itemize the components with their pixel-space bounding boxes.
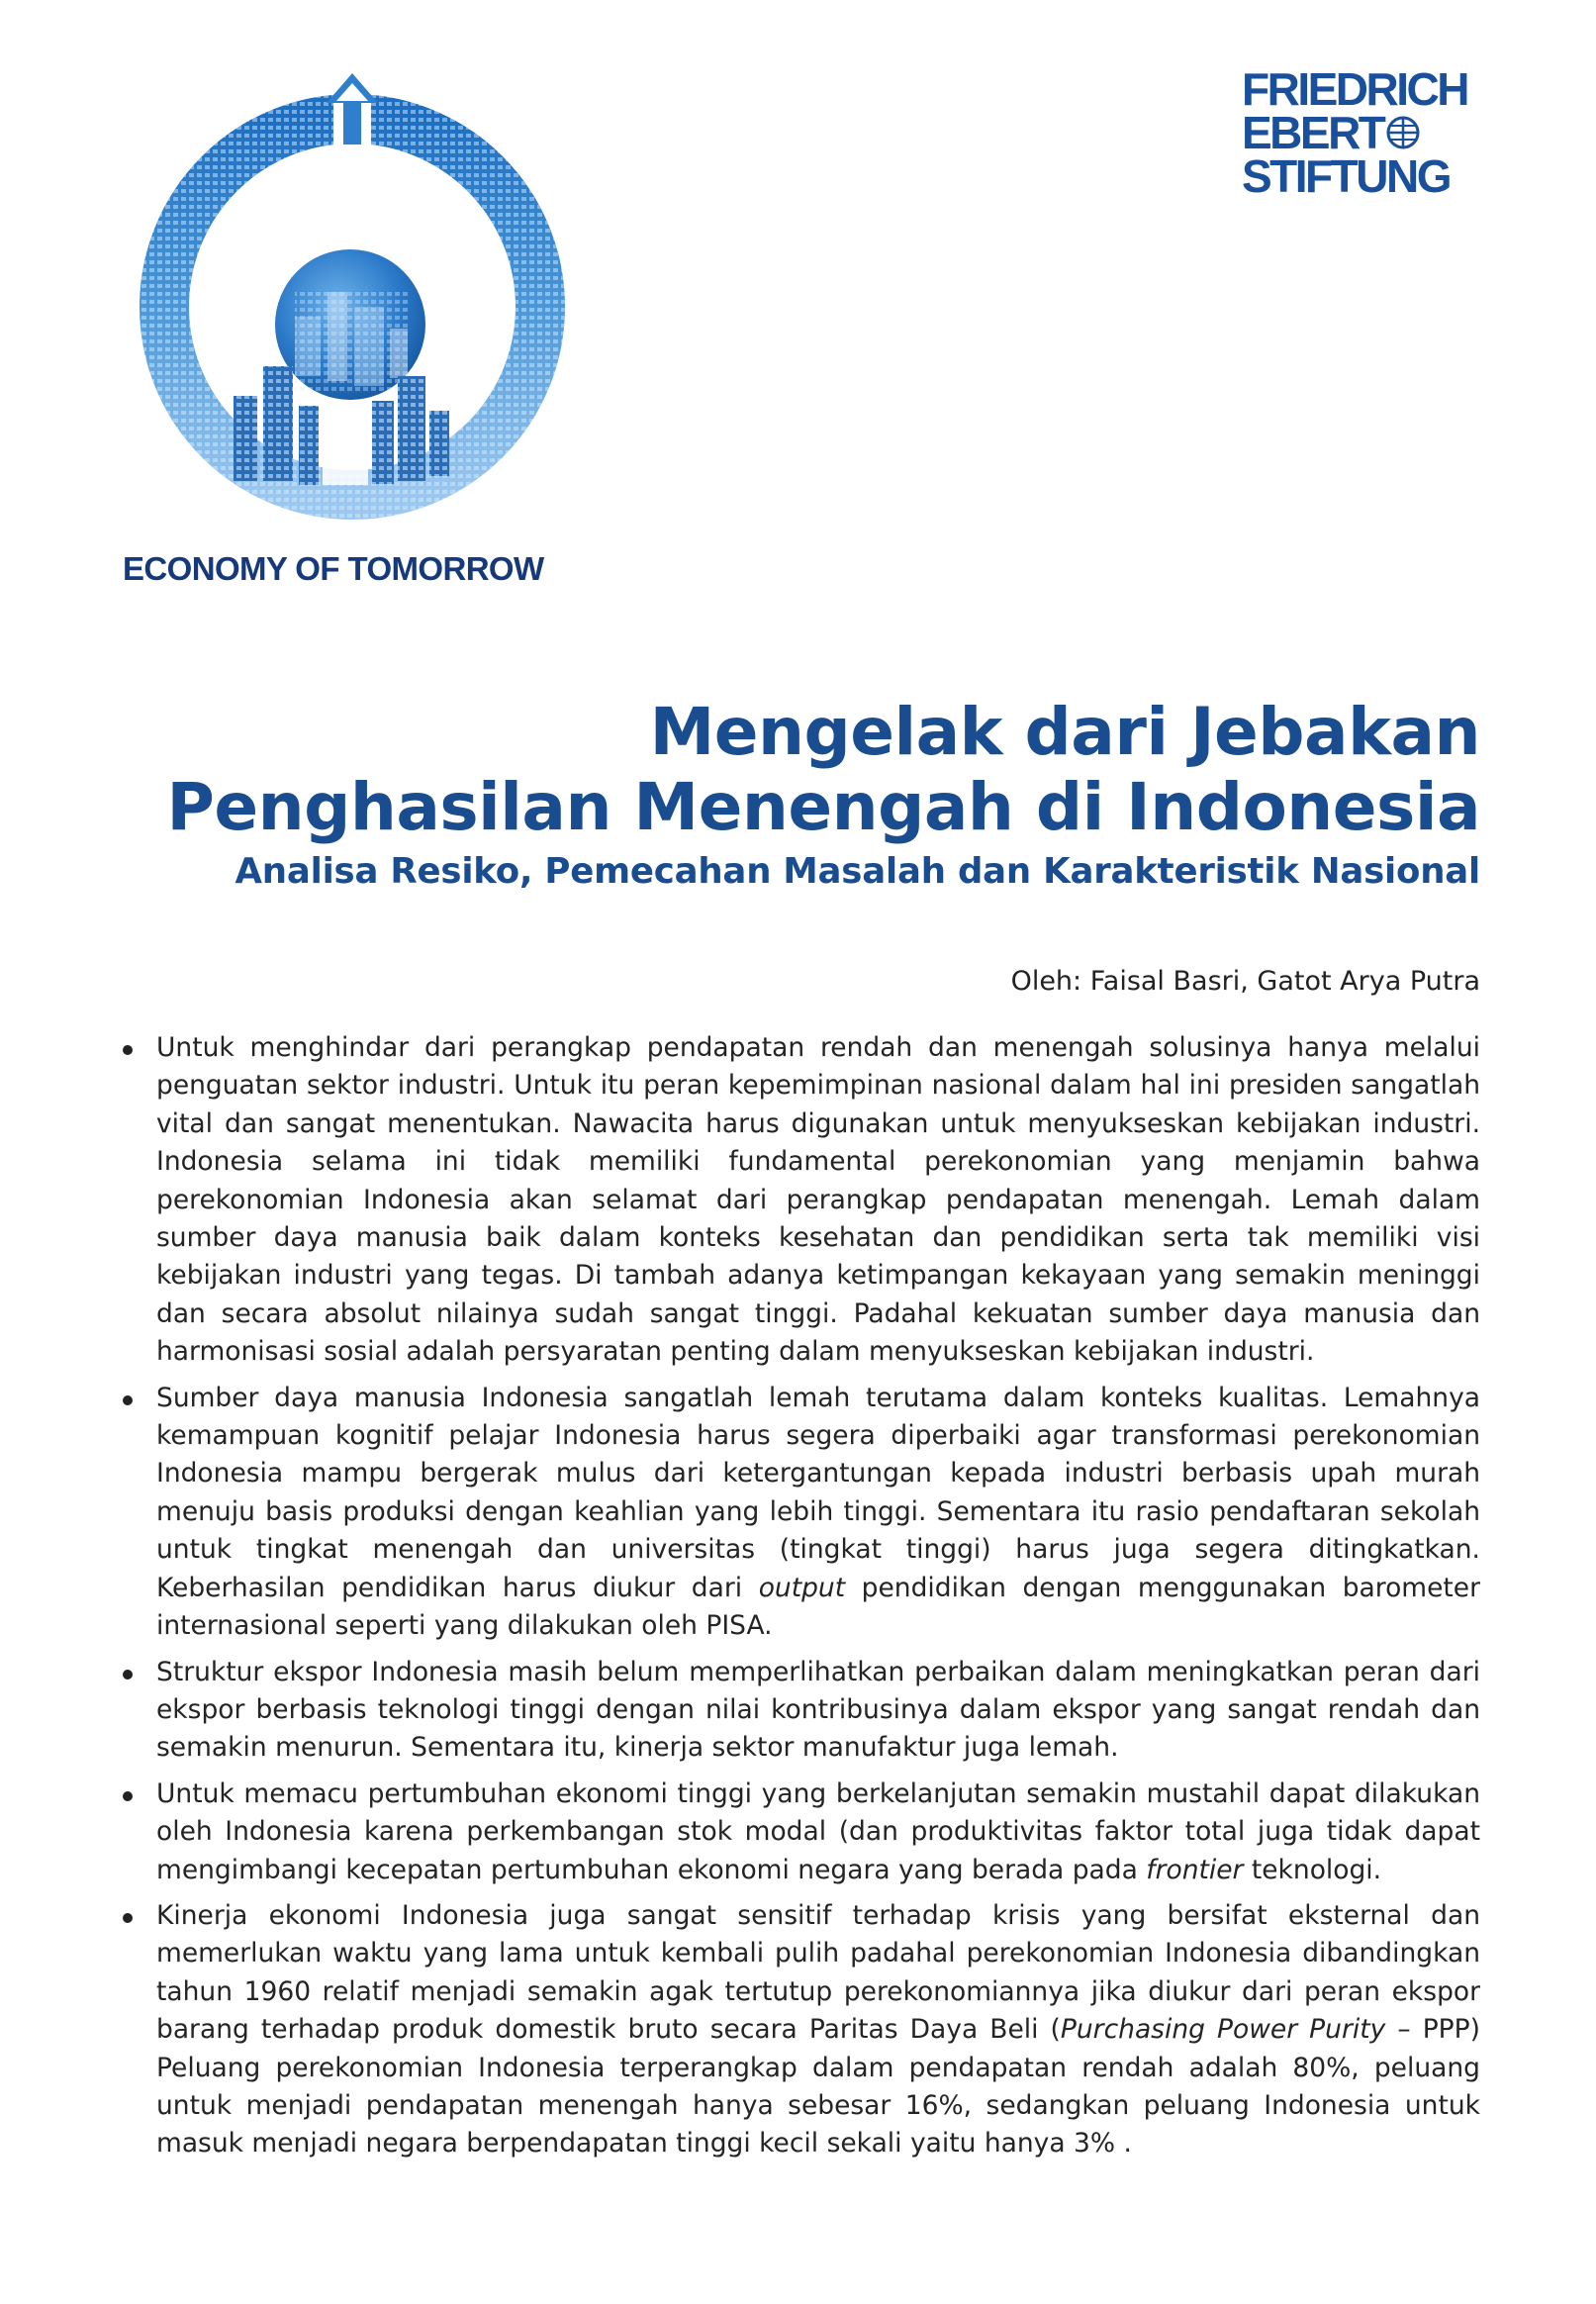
list-item — [117, 1029, 1480, 1372]
page-title-line2: Penghasilan Menengah di Indonesia — [166, 769, 1480, 845]
byline: Oleh: Faisal Basri, Gatot Arya Putra — [1010, 966, 1480, 997]
list-item — [117, 1897, 1480, 2163]
bullet-icon — [123, 1045, 133, 1055]
title-block — [95, 695, 1480, 899]
publisher-logo — [1242, 63, 1489, 202]
bullet-icon — [123, 1791, 133, 1801]
page-subtitle: Analisa Resiko, Pemecahan Masalah dan Karakteristik Nasional — [235, 851, 1480, 892]
list-item-text: Untuk memacu pertumbuhan ekonomi tinggi yang berkelanjutan semakin mustahil dapat dilakukan oleh Indonesia karena perkembangan stok modal (dan produktivitas faktor total juga tidak dapat mengimbangi kecepatan pertumbuhan ekonomi negara yang berada pada — [156, 1777, 1480, 1885]
list-item-italic: Purchasing Power Purity — [1060, 2014, 1386, 2046]
summary-list — [117, 1029, 1480, 2171]
list-item-text: pendidikan dengan menggunakan barometer internasional seperti yang dilakukan oleh PISA. — [156, 1572, 1480, 1642]
globe-icon — [1385, 115, 1421, 150]
list-item-italic: frontier — [1146, 1854, 1244, 1885]
publisher-logo-line2-wrap — [1242, 107, 1489, 158]
page-title-line1: Mengelak dari Jebakan — [649, 694, 1480, 770]
list-item-text: Struktur ekspor Indonesia masih belum memperlihatkan perbaikan dalam meningkatkan peran dari ekspor berbasis teknologi tinggi dengan nilai kontribusinya dalam ekspor yang sangat rendah dan semakin menurun. Sementara itu, kinerja sektor manufaktur juga lemah. — [156, 1656, 1480, 1764]
publisher-logo-line1: FRIEDRICH — [1242, 63, 1467, 115]
list-item-italic: output — [758, 1572, 846, 1603]
list-item-text: Sumber daya manusia Indonesia sangatlah lemah terutama dalam konteks kualitas. Lemahnya kemampuan kognitif pelajar Indonesia harus segera diperbaiki agar transformasi perekonomian Indonesia mampu bergerak mulus dari ketergantungan kepada industri berbasis upah murah menuju basis produksi dengan keahlian yang lebih tinggi. Sementara itu rasio pendaftaran sekolah untuk tingkat menengah dan universitas (tingkat tinggi) harus juga segera ditingkatkan. Keberhasilan pendidikan harus diukur dari — [156, 1382, 1480, 1603]
list-item — [117, 1654, 1480, 1768]
list-item — [117, 1776, 1480, 1889]
list-item-text: – PPP) Peluang perekonomian Indonesia terperangkap dalam pendapatan rendah adalah 80%, peluang untuk menjadi pendapatan menengah hanya sebesar 16%, sedangkan peluang Indonesia untuk masuk menjadi negara berpendapatan tinggi kecil sekali yaitu hanya 3% . — [156, 2014, 1480, 2160]
list-item-text: Kinerja ekonomi Indonesia juga sangat sensitif terhadap krisis yang bersifat eksternal dan memerlukan waktu yang lama untuk kembali pulih padahal perekonomian Indonesia dibandingkan tahun 1960 relatif menjadi semakin agak tertutup perekonomiannya jika diukur dari peran ekspor barang terhadap produk domestik bruto secara Paritas Daya Beli ( — [156, 1899, 1480, 2046]
bullet-icon — [123, 1913, 133, 1923]
publisher-logo-line3: STIFTUNG — [1242, 150, 1450, 202]
list-item-text: teknologi. — [1243, 1854, 1382, 1885]
publisher-logo-line2: EBERT — [1242, 107, 1384, 158]
economy-of-tomorrow-logo — [125, 69, 580, 525]
series-label: ECONOMY OF TOMORROW — [123, 550, 544, 587]
bullet-icon — [123, 1395, 133, 1405]
list-item — [117, 1380, 1480, 1646]
list-item-text: Untuk menghindar dari perangkap pendapatan rendah dan menengah solusinya hanya melalui penguatan sektor industri. Untuk itu peran kepemimpinan nasional dalam hal ini presiden sangatlah vital dan sangat menentukan. Nawacita harus digunakan untuk menyukseskan kebijakan industri. Indonesia selama ini tidak memiliki fundamental perekonomian yang menjamin bahwa perekonomian Indonesia akan selamat dari perangkap pendapatan menengah. Lemah dalam sumber daya manusia baik dalam konteks kesehatan dan pendidikan serta tak memiliki visi kebijakan industri yang tegas. Di tambah adanya ketimpangan kekayaan yang semakin meninggi dan secara absolut nilainya sudah sangat tinggi. Padahal kekuatan sumber daya manusia dan harmonisasi sosial adalah persyaratan penting dalam menyukseskan kebijakan industri. — [156, 1032, 1480, 1368]
bullet-icon — [123, 1670, 133, 1680]
